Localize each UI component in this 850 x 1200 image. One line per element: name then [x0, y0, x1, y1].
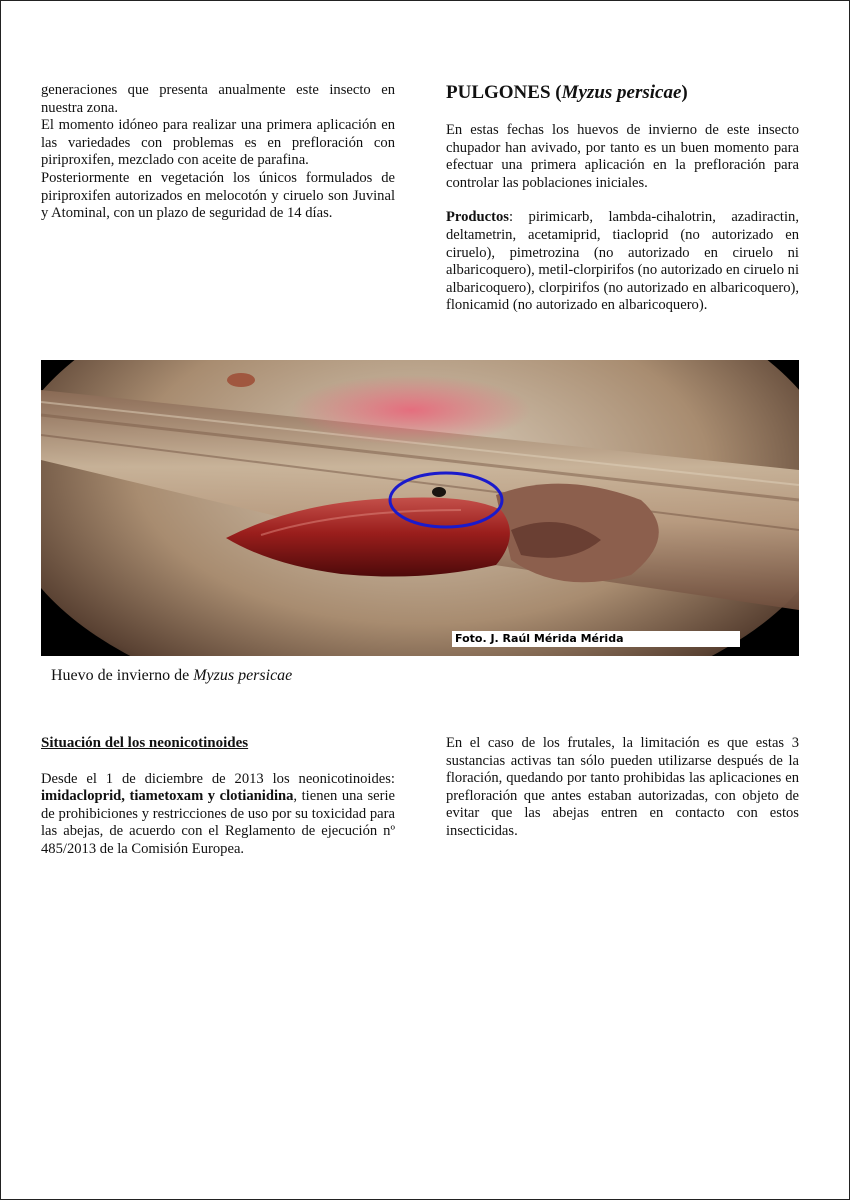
- frutales-paragraph: En el caso de los frutales, la limitación es que estas 3 sustancias activas tan sólo pueden utilizarse después de la floración, quedando por tanto prohibidas las aplicaciones en prefloración que antes estaban autorizadas, con objeto de evitar que las abejas entren en contacto con estos insecticidas.: [446, 735, 799, 839]
- para-end: , tienen una serie de prohibiciones y restricciones de uso por su toxicidad para las abejas, de acuerdo con el Reglamento de ejecución nº 485/2013 de la Comisión Europea.: [41, 788, 395, 857]
- paragraph: generaciones que presenta anualmente este insecto en nuestra zona.: [41, 82, 395, 116]
- bud-illustration: [41, 360, 799, 656]
- products-text: : pirimicarb, lambda-cihalotrin, azadiractin, deltametrin, acetamiprid, tiacloprid (no autorizado en ciruelo), pimetrozina (no autorizado en ciruelo ni albaricoquero), metil-clorpirifos (no autorizado en ciruelo ni albaricoquero), clorpirifos (no autorizado en albaricoquero), flonicamid (no autorizado en albaricoquero).: [446, 209, 799, 314]
- left-top-column: [41, 82, 395, 223]
- heading-species: Myzus persicae: [561, 82, 682, 103]
- neonicotinoides-heading: Situación del los neonicotinoides: [41, 735, 249, 751]
- neonicotinoides-paragraph: [41, 771, 395, 859]
- caption-species: Myzus persicae: [193, 667, 293, 684]
- aphid-egg-photo: [41, 360, 799, 656]
- paragraph: El momento idóneo para realizar una primera aplicación en las variedades con problemas es en prefloración con piriproxifen, mezclado con aceite de parafina.: [41, 117, 395, 169]
- para-start: Desde el 1 de diciembre de 2013 los neonicotinoides:: [41, 770, 395, 787]
- caption-prefix: Huevo de invierno de: [51, 667, 194, 684]
- neonicotinoides-section: [41, 735, 395, 859]
- photo-credit: Foto. J. Raúl Mérida Mérida: [452, 631, 740, 647]
- aphid-egg: [432, 487, 446, 497]
- photo-caption: [51, 666, 292, 686]
- heading-prefix: PULGONES (: [446, 82, 562, 103]
- pulgones-heading: [446, 82, 799, 104]
- pulgones-section: [446, 82, 799, 315]
- products-paragraph: [446, 209, 799, 315]
- frutales-section: [446, 735, 799, 841]
- heading-suffix: ): [681, 82, 688, 103]
- pulgones-intro: En estas fechas los huevos de invierno de este insecto chupador han avivado, por tanto es un buen momento para efectuar una primera aplicación en la prefloración para controlar las poblaciones iniciales.: [446, 122, 799, 191]
- products-label: Productos: [446, 209, 509, 226]
- para-bold: imidacloprid, tiametoxam y clotianidina: [41, 788, 294, 805]
- paragraph: Posteriormente en vegetación los únicos formulados de piriproxifen autorizados en melocotón y ciruelo son Juvinal y Atominal, con un plazo de seguridad de 14 días.: [41, 169, 395, 222]
